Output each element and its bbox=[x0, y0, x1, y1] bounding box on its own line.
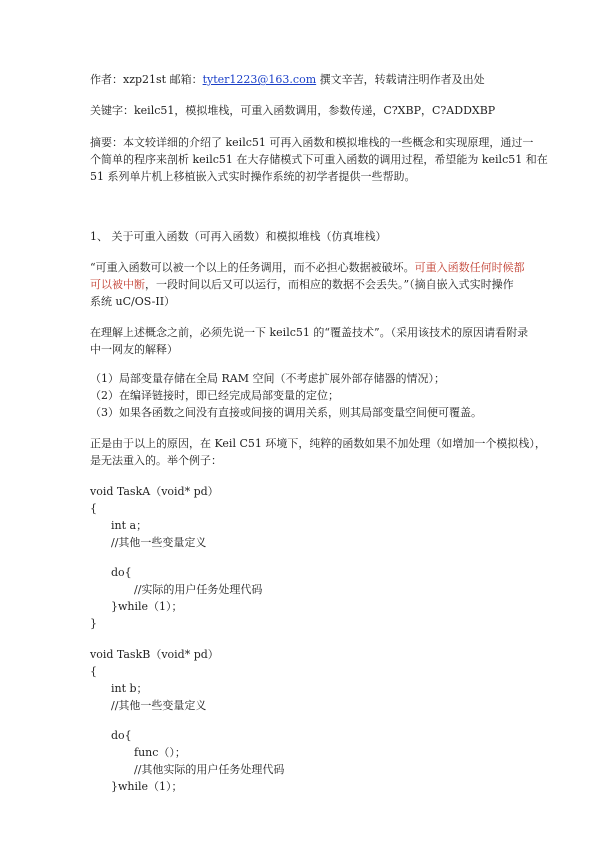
code-b-signature: void TaskB（void* pd） bbox=[90, 648, 219, 661]
quote-line-2 bbox=[90, 278, 514, 292]
keywords-line: 关键字：keilc51，模拟堆栈，可重入函数调用，参数传递，C?XBP，C?ADDXBP bbox=[90, 104, 496, 117]
email-link[interactable]: tyter1223@163.com bbox=[202, 73, 317, 86]
code-b-declaration: int b； bbox=[111, 682, 148, 695]
quote-highlight: 可以被中断 bbox=[90, 278, 145, 291]
overlay-intro-line-1: 在理解上述概念之前，必须先说一下 keilc51 的“覆盖技术”。（采用该技术的原因请看附录 bbox=[90, 326, 529, 339]
author-note: 撰文辛苦，转载请注明作者及出处 bbox=[316, 73, 485, 86]
code-b-open-brace: { bbox=[90, 665, 97, 678]
abstract-line-3: 51 系列单片机上移植嵌入式实时操作系统的初学者提供一些帮助。 bbox=[90, 170, 416, 183]
code-a-declaration: int a； bbox=[111, 519, 148, 532]
point-3: （3）如果各函数之间没有直接或间接的调用关系，则其局部变量空间便可覆盖。 bbox=[90, 406, 482, 419]
author-label: 作者：xzp21st 邮箱： bbox=[90, 73, 203, 86]
point-1: （1）局部变量存储在全局 RAM 空间（不考虑扩展外部存储器的情况）； bbox=[90, 372, 445, 385]
section-1-title: 1、 关于可重入函数（可再入函数）和模拟堆栈（仿真堆栈） bbox=[90, 230, 387, 243]
code-b-comment-2: //其他实际的用户任务处理代码 bbox=[134, 763, 285, 776]
code-b-while: }while（1）； bbox=[111, 780, 183, 793]
code-b-comment-1: //其他一些变量定义 bbox=[111, 699, 207, 712]
code-b-do: do{ bbox=[111, 729, 132, 742]
code-a-comment-1: //其他一些变量定义 bbox=[111, 536, 207, 549]
overlay-intro-line-2: 中一网友的解释） bbox=[90, 343, 178, 356]
author-line bbox=[90, 73, 485, 87]
quote-line-3: 系统 uC/OS-II） bbox=[90, 295, 176, 308]
quote-line-1 bbox=[90, 261, 525, 275]
quote-highlight: 可重入函数任何时候都 bbox=[414, 261, 525, 274]
abstract-line-2: 个简单的程序来剖析 keilc51 在大存储模式下可重入函数的调用过程，希望能为 keilc51 和在 bbox=[90, 153, 548, 166]
reason-line-2: 是无法重入的。举个例子： bbox=[90, 454, 222, 467]
code-a-signature: void TaskA（void* pd） bbox=[90, 485, 219, 498]
code-a-while: }while（1）； bbox=[111, 600, 183, 613]
abstract-line-1: 摘要：本文较详细的介绍了 keilc51 可再入函数和模拟堆栈的一些概念和实现原理，通过一 bbox=[90, 136, 534, 149]
point-2: （2）在编译链接时，即已经完成局部变量的定位； bbox=[90, 389, 339, 402]
code-a-comment-2: //实际的用户任务处理代码 bbox=[134, 583, 263, 596]
code-a-do: do{ bbox=[111, 566, 132, 579]
code-a-open-brace: { bbox=[90, 502, 97, 515]
code-a-close-brace: } bbox=[90, 617, 97, 630]
quote-text: ，一段时间以后又可以运行，而相应的数据不会丢失。”（摘自嵌入式实时操作 bbox=[145, 278, 514, 291]
quote-text: “可重入函数可以被一个以上的任务调用，而不必担心数据被破坏。 bbox=[90, 261, 415, 274]
code-b-call: func（）； bbox=[134, 746, 186, 759]
reason-line-1: 正是由于以上的原因，在 Keil C51 环境下，纯粹的函数如果不加处理（如增加一个模拟栈）， bbox=[90, 437, 546, 450]
